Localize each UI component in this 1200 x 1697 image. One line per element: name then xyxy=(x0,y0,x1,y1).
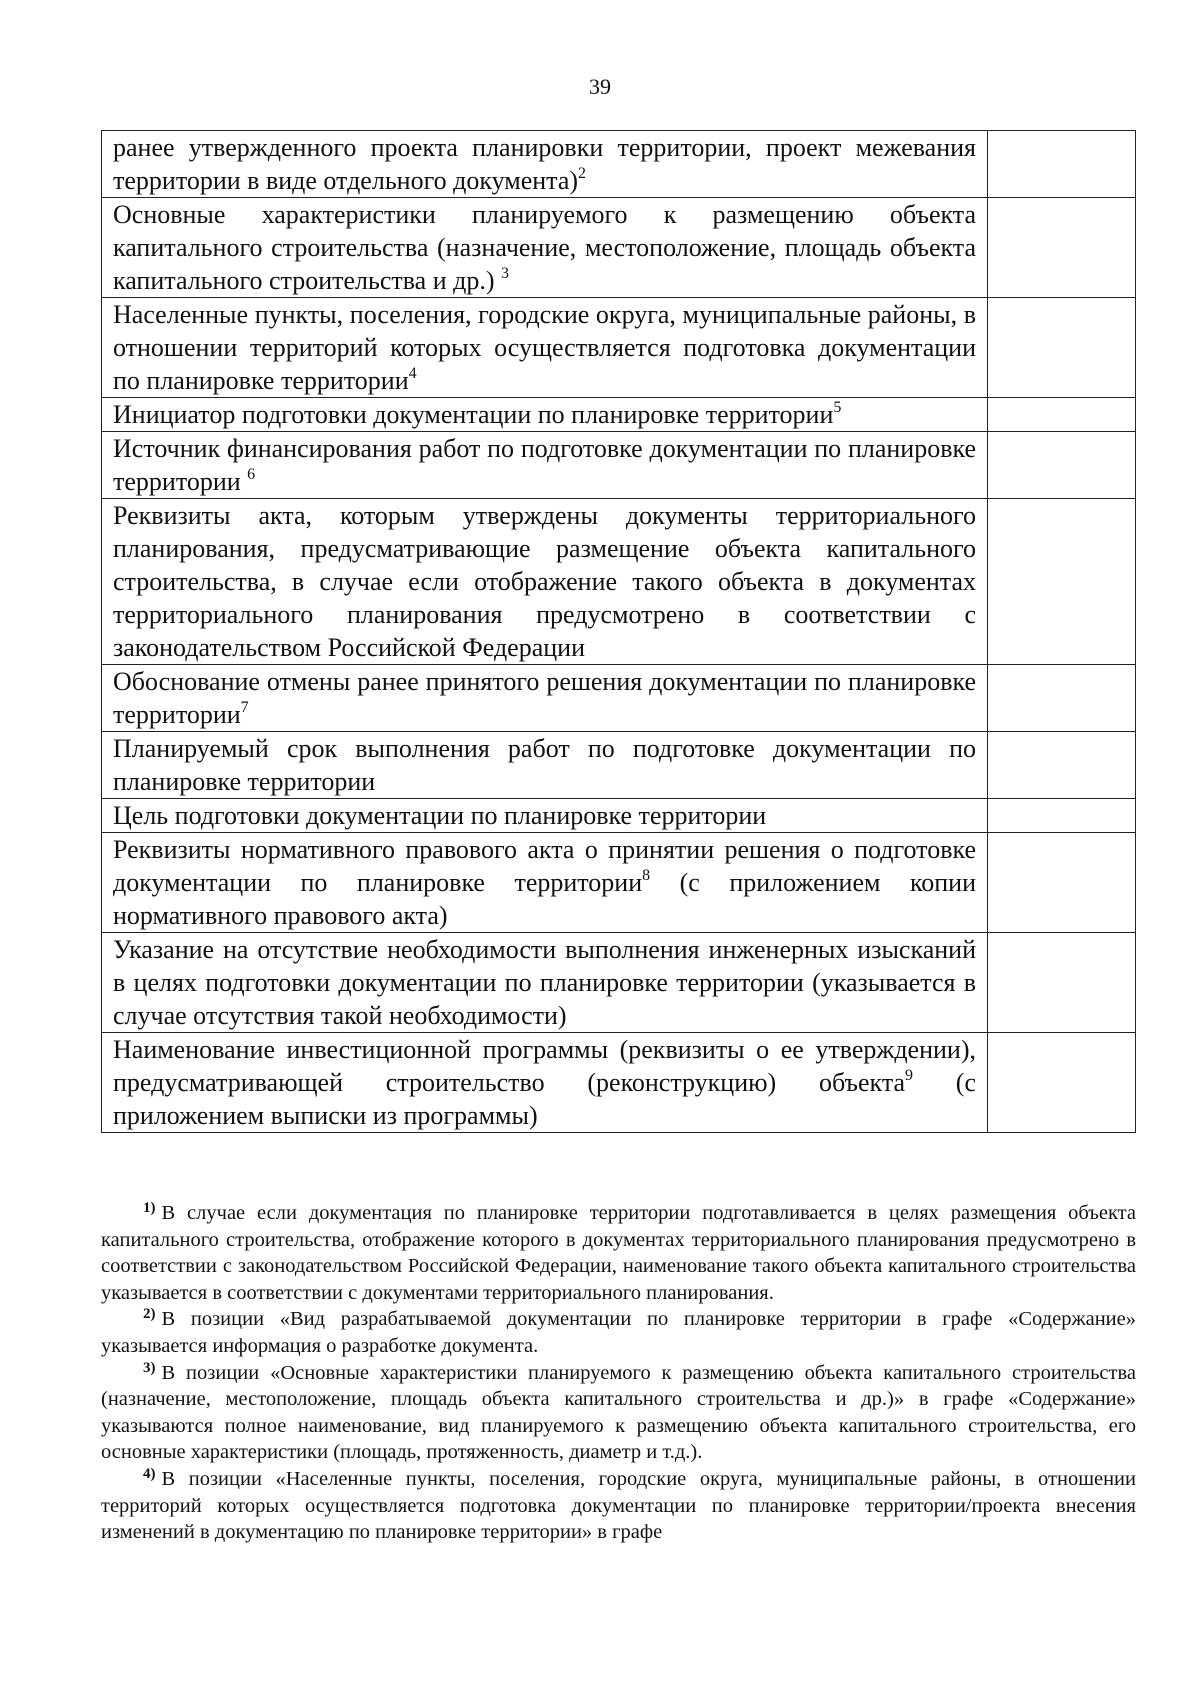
row-label: Реквизиты нормативного правового акта о принятии решения о подготовке документации по планировке территории$^8$ (с приложением копии нормативного правового акта) xyxy=(102,833,988,933)
footnote-mark: 1) xyxy=(143,1200,156,1216)
footnote xyxy=(101,1200,1136,1306)
footnote-ref: 3 xyxy=(501,265,510,282)
row-value-cell[interactable] xyxy=(988,833,1136,933)
row-value-cell[interactable] xyxy=(988,1033,1136,1133)
row-label: Обоснование отмены ранее принятого решения документации по планировке территории$^7$ xyxy=(102,665,988,732)
footnote-ref: 2 xyxy=(578,165,587,182)
row-label: Реквизиты акта, которым утверждены документы территориального планирования, предусматривающие размещение объекта капитального строительства, в случае если отображение такого объекта в документах территориального планирования предусмотрено в соответствии с законодательством Российской Федерации xyxy=(102,499,988,665)
row-label: Основные характеристики планируемого к размещению объекта капитального строительства (назначение, местоположение, площадь объекта капитального строительства и др.) $^3$ xyxy=(102,198,988,298)
row-label: Наименование инвестиционной программы (реквизиты о ее утверждении), предусматривающей строительство (реконструкцию) объекта$^9$ (с приложением выписки из программы) xyxy=(102,1033,988,1133)
footnotes xyxy=(101,1200,1136,1546)
footnote-ref: 6 xyxy=(247,466,256,483)
table-row xyxy=(102,799,1136,833)
footnote-ref: 5 xyxy=(833,399,842,416)
row-label: Населенные пункты, поселения, городские округа, муниципальные районы, в отношении территорий которых осуществляется подготовка документации по планировке территории$^4$ xyxy=(102,298,988,398)
footnote xyxy=(101,1360,1136,1466)
footnote-ref: 9 xyxy=(905,1067,914,1084)
row-value-cell[interactable] xyxy=(988,499,1136,665)
row-value-cell[interactable] xyxy=(988,198,1136,298)
row-value-cell[interactable] xyxy=(988,432,1136,499)
row-value-cell[interactable] xyxy=(988,398,1136,432)
page-number: 39 xyxy=(589,74,611,99)
row-value-cell[interactable] xyxy=(988,665,1136,732)
table-row xyxy=(102,1033,1136,1133)
table-row xyxy=(102,432,1136,499)
table-row xyxy=(102,198,1136,298)
footnote-text: В случае если документация по планировке территории подготавливается в целях размещения объекта капитального строительства, отображение которого в документах территориального планирования предусмотрено в соответствии с законодательством Российской Федерации, наименование такого объекта капитального строительства указывается в соответствии с документами территориального планирования. xyxy=(101,1202,1136,1304)
footnote-mark: 3) xyxy=(143,1359,156,1376)
footnote xyxy=(101,1466,1136,1546)
footnote-ref: 8 xyxy=(642,867,651,884)
row-value-cell[interactable] xyxy=(988,732,1136,799)
table-row xyxy=(102,833,1136,933)
requisites-table xyxy=(101,130,1136,1133)
row-label: Цель подготовки документации по планировке территории xyxy=(102,799,988,833)
footnote-text: В позиции «Населенные пункты, поселения, городские округа, муниципальные районы, в отношении территорий которых осуществляется подготовка документации по планировке территории/проекта внесения изменений в документацию по планировке территории» в графе xyxy=(101,1467,1136,1544)
table-row xyxy=(102,933,1136,1033)
row-label: Источник финансирования работ по подготовке документации по планировке территории $^6$ xyxy=(102,432,988,499)
footnote-mark: 2) xyxy=(143,1306,156,1323)
row-value-cell[interactable] xyxy=(988,298,1136,398)
footnote-ref: 7 xyxy=(240,699,249,716)
table-row xyxy=(102,298,1136,398)
table-row xyxy=(102,131,1136,198)
table-row xyxy=(102,732,1136,799)
table-row xyxy=(102,665,1136,732)
row-label: Инициатор подготовки документации по планировке территории$^5$ xyxy=(102,398,988,432)
footnote-text: В позиции «Вид разрабатываемой документации по планировке территории в графе «Содержание» указывается информация о разработке документа. xyxy=(101,1308,1136,1357)
row-value-cell[interactable] xyxy=(988,933,1136,1033)
row-label: Указание на отсутствие необходимости выполнения инженерных изысканий в целях подготовки документации по планировке территории (указывается в случае отсутствия такой необходимости) xyxy=(102,933,988,1033)
row-label: Планируемый срок выполнения работ по подготовке документации по планировке территории xyxy=(102,732,988,799)
row-value-cell[interactable] xyxy=(988,131,1136,198)
footnote-ref: 4 xyxy=(408,365,417,382)
footnote-mark: 4) xyxy=(143,1465,156,1482)
footnote-text: В позиции «Основные характеристики планируемого к размещению объекта капитального строительства (назначение, местоположение, площадь объекта капитального строительства и др.)» в графе «Содержание» указываются полное наименование, вид планируемого к размещению объекта капитального строительства, его основные характеристики (площадь, протяженность, диаметр и т.д.). xyxy=(101,1361,1136,1464)
row-label: ранее утвержденного проекта планировки территории, проект межевания территории в виде отдельного документа)$^2$ xyxy=(102,131,988,198)
table-row xyxy=(102,499,1136,665)
footnote xyxy=(101,1306,1136,1359)
table-row xyxy=(102,398,1136,432)
row-value-cell[interactable] xyxy=(988,799,1136,833)
